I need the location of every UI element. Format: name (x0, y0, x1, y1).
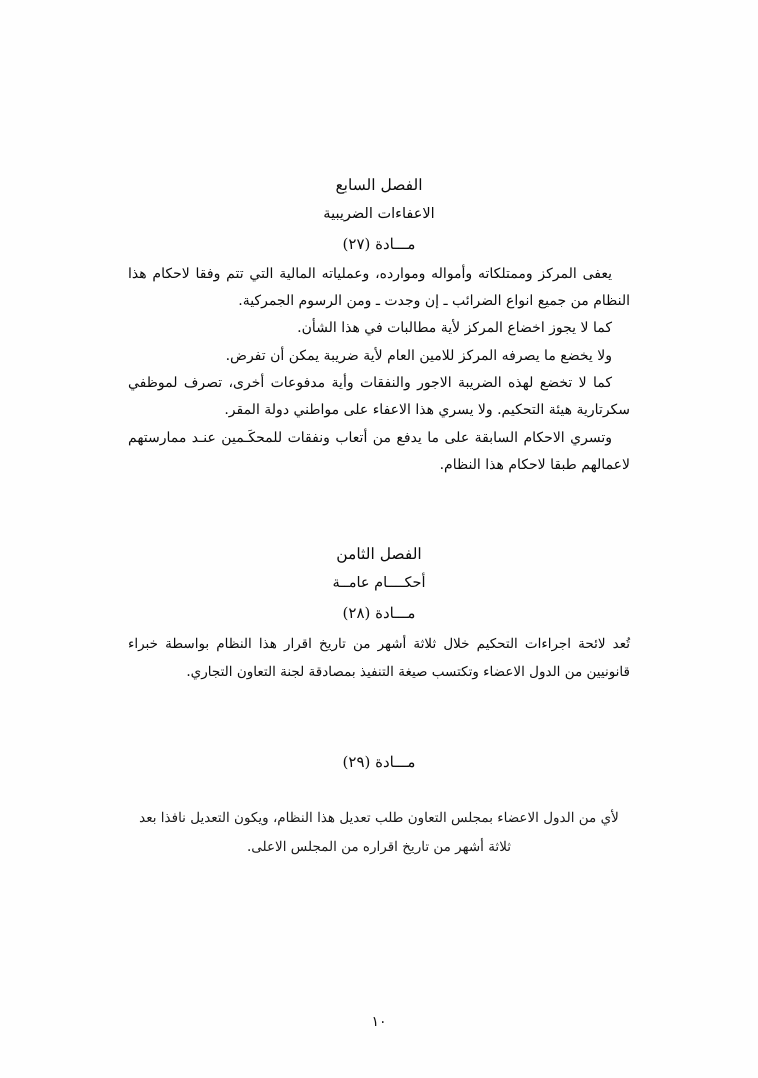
chapter-title-eight: الفصل الثامن (336, 545, 422, 564)
chapter-subtitle-seven: الاعفاءات الضريبية (323, 206, 435, 223)
paragraph-29-1: لأي من الدول الاعضاء بمجلس التعاون طلب تعديل هذا النظام، ويكون التعديل نافذا بعد ثلاثة أشهر من تاريخ اقراره من المجلس الاعلى. (139, 810, 619, 856)
spacer-after-chapter-eight (128, 689, 630, 747)
document-content (128, 170, 630, 864)
section-article-29 (128, 747, 630, 863)
spacer-before-paragraph-29 (128, 778, 630, 804)
paragraph-27-3: ولا يخضع ما يصرفه المركز للامين العام لأية ضريبة يمكن أن تفرض. (225, 347, 612, 364)
paragraph-28-1: تُعد لائحة اجراءات التحكيم خلال ثلاثة أشهر من تاريخ اقرار هذا النظام بواسطة خبراء قانونيين من الدول الاعضاء وتكتسب صيغة التنفيذ بمصادقة لجنة التعاون التجاري. (128, 635, 630, 681)
paragraph-27-2: كما لا يجوز اخضاع المركز لأية مطالبات في هذا الشأن. (297, 320, 612, 337)
article-label-29: مـــادة (٢٩) (342, 752, 416, 771)
chapter-title-seven: الفصل السابع (335, 176, 423, 194)
paragraph-27-5: وتسري الاحكام السابقة على ما يدفع من أتعاب ونفقات للمحكَـمين عنـد ممارستهم لاعمالهم طبقا لاحكام هذا النظام. (128, 429, 630, 473)
spacer-after-chapter-seven (128, 481, 630, 539)
chapter-subtitle-eight: أحكــــام عامــة (332, 575, 426, 592)
section-chapter-eight (128, 539, 630, 686)
article-label-27: مـــادة (٢٧) (342, 235, 416, 254)
section-chapter-seven (128, 170, 630, 479)
paragraph-27-1: يعفى المركز وممتلكاته وأمواله وموارده، وعملياته المالية التي تتم وفقا لاحكام هذا النظام من جميع انواع الضرائب ـ إن وجدت ـ ومن الرسوم الجمركية. (128, 265, 630, 310)
paragraph-27-4: كما لا تخضع لهذه الضريبة الاجور والنفقات وأية مدفوعات أخرى، تصرف لموظفي سكرتارية هيئة التحكيم. ولا يسري هذا الاعفاء على مواطني دولة المقر. (128, 374, 630, 419)
article-label-28: مـــادة (٢٨) (342, 604, 416, 623)
page-number: ١٠ (371, 1014, 387, 1030)
